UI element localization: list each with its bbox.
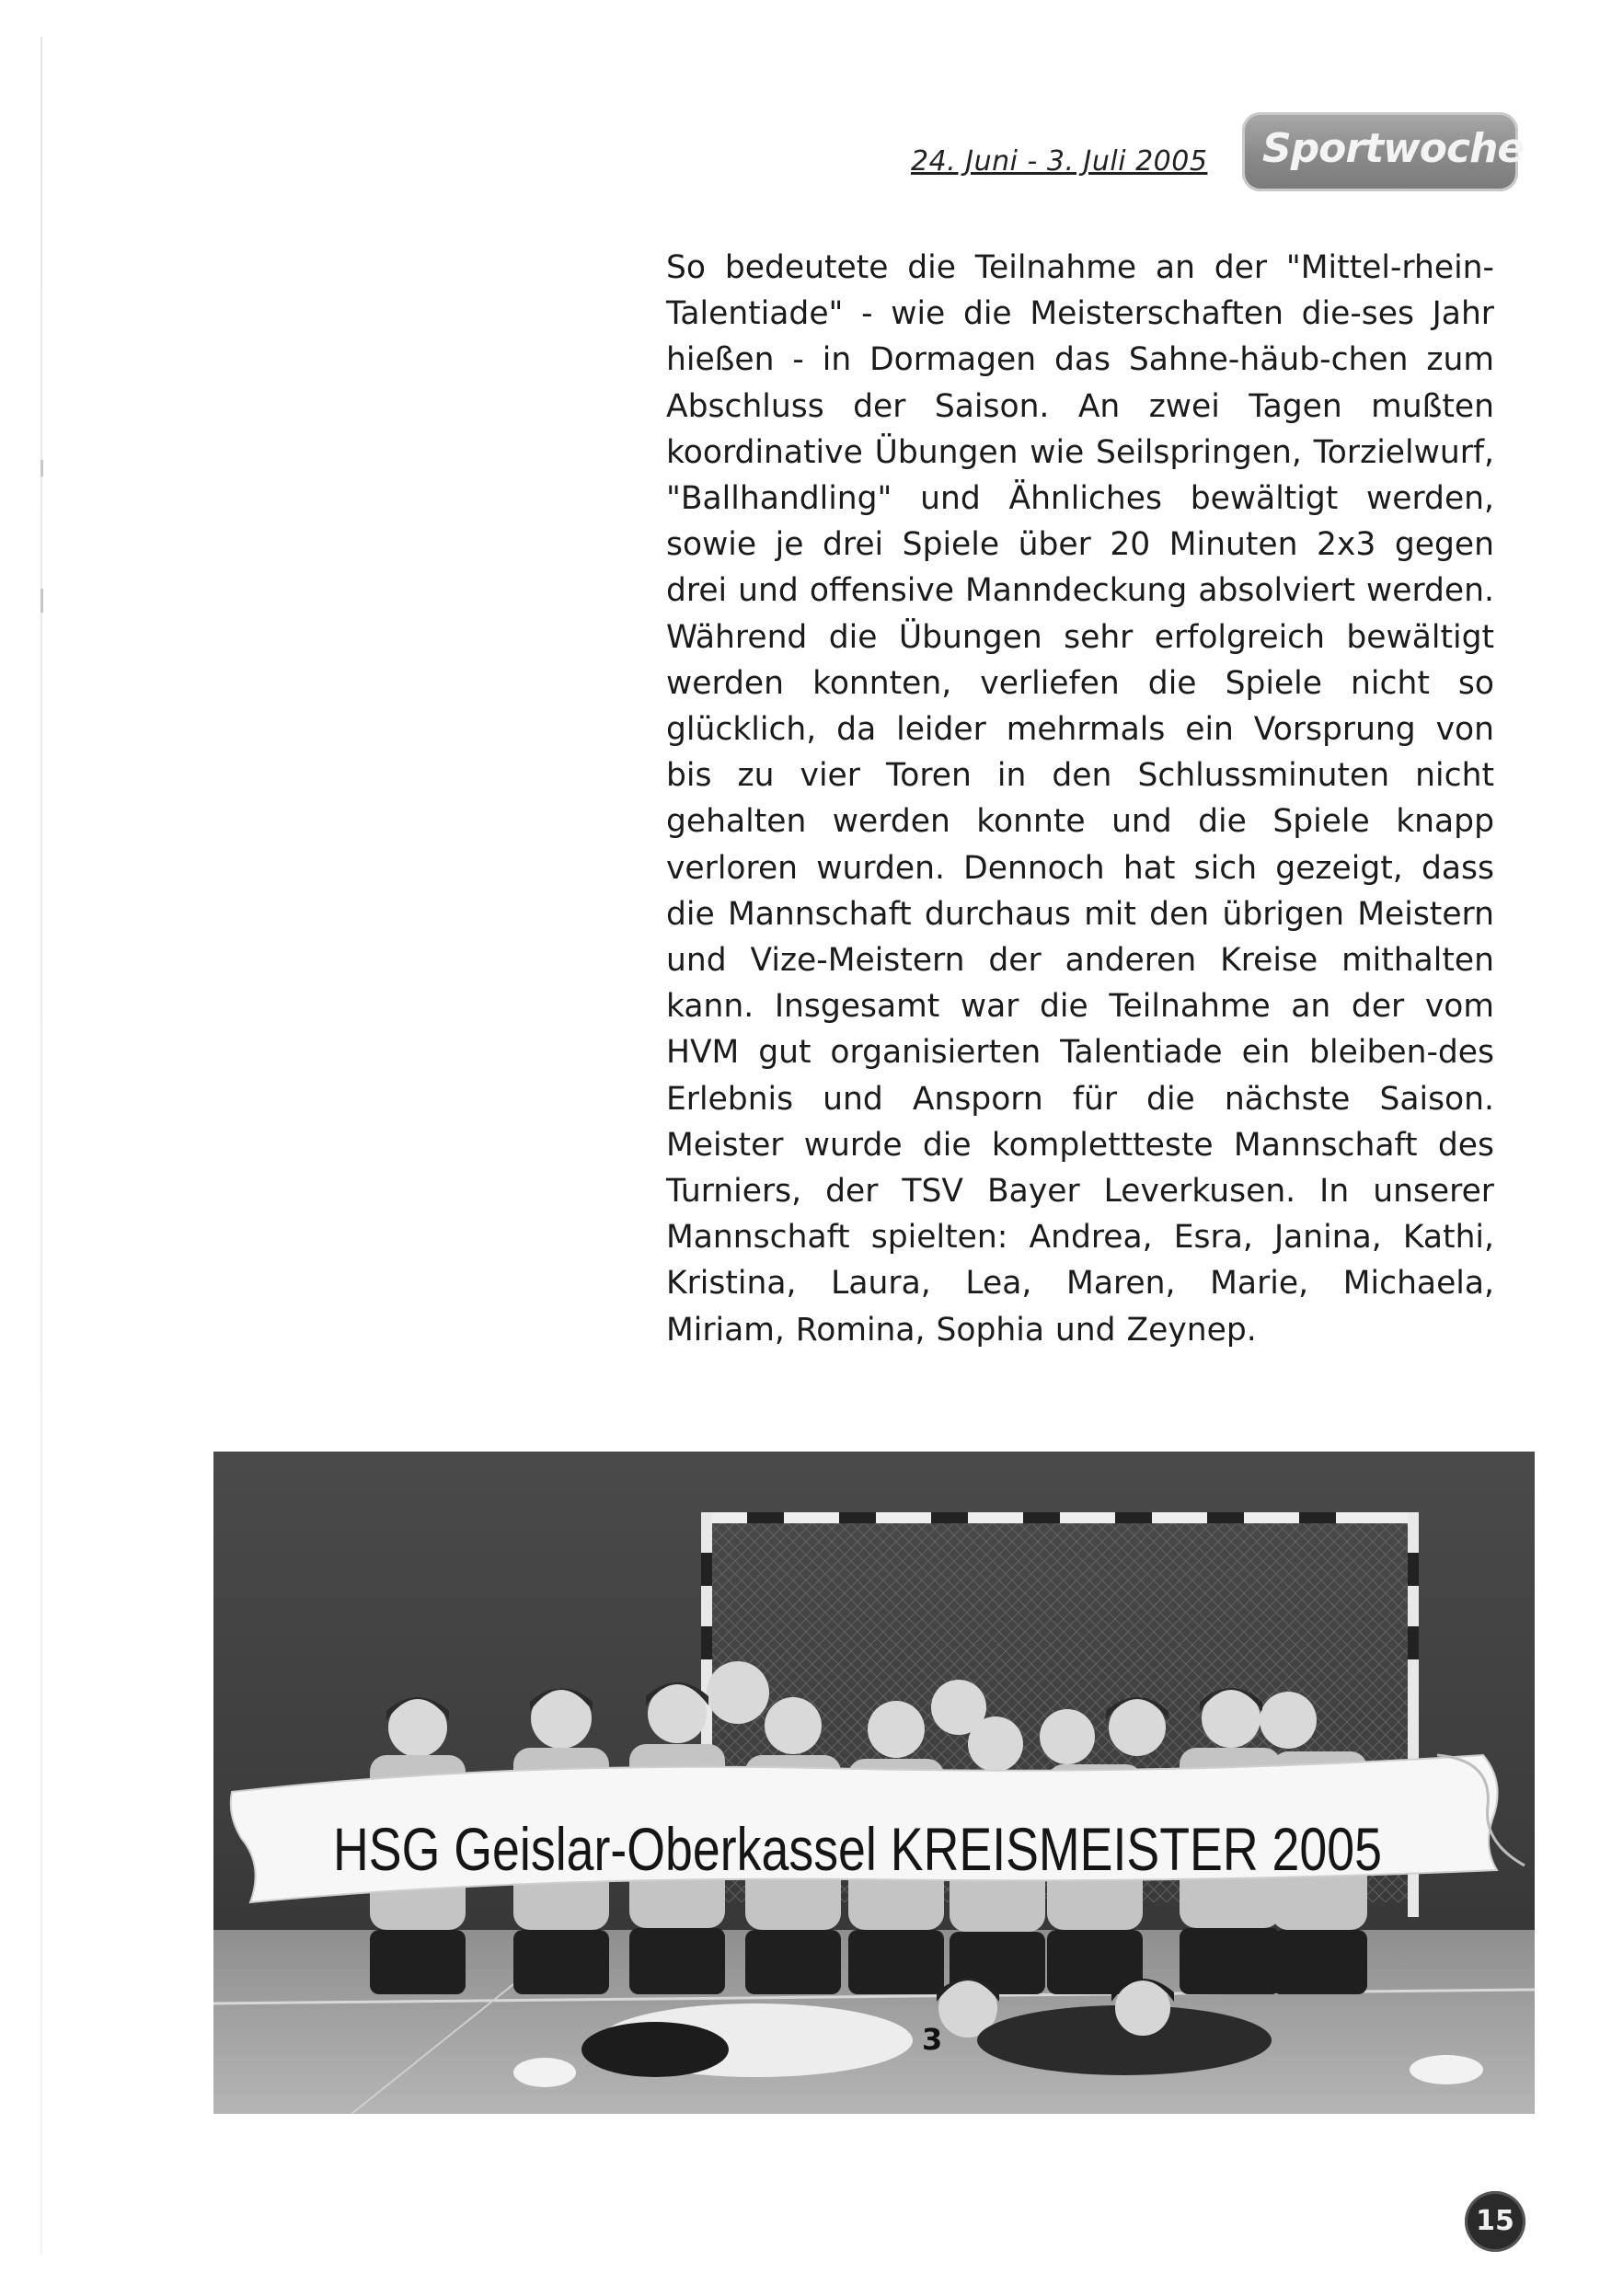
page-number: 15 [1465, 2191, 1525, 2252]
section-badge-label: Sportwoche [1262, 125, 1525, 172]
team-photo-illustration [213, 1452, 1535, 2114]
margin-mark [40, 589, 43, 613]
margin-mark [40, 460, 43, 476]
page-edge [40, 37, 42, 2254]
jersey-number: 3 [922, 2022, 943, 2057]
section-badge [1242, 112, 1525, 191]
team-photo [213, 1452, 1535, 2114]
article-body [666, 245, 1494, 1353]
header-date-range: 24. Juni - 3. Juli 2005 [911, 145, 1208, 178]
article-paragraph: So bedeutete die Teilnahme an der "Mittel-rhein-Talentiade" - wie die Meisterschaften die-ses Jahr hießen - in Dormagen das Sahne-häub-chen zum Abschluss der Saison. An zwei Tagen mußten koordinative Übungen wie Seilspringen, Torzielwurf, "Ballhandling" und Ähnliches bewältigt werden, sowie je drei Spiele über 20 Minuten 2x3 gegen drei und offensive Manndeckung absolviert werden. Während die Übungen sehr erfolgreich bewältigt werden konnten, verliefen die Spiele nicht so glücklich, da leider mehrmals ein Vorsprung von bis zu vier Toren in den Schlussminuten nicht gehalten werden konnte und die Spiele knapp verloren wurden. Dennoch hat sich gezeigt, dass die Mannschaft durchaus mit den übrigen Meistern und Vize-Meistern der anderen Kreise mithalten kann. Insgesamt war die Teilnahme an der vom HVM gut organisierten Talentiade ein bleiben-des Erlebnis und Ansporn für die nächste Saison. Meister wurde die komplettteste Mannschaft des Turniers, der TSV Bayer Leverkusen. In unserer Mannschaft spielten: Andrea, Esra, Janina, Kathi, Kristina, Laura, Lea, Maren, Marie, Michaela, Miriam, Romina, Sophia und Zeynep. [666, 249, 1494, 1349]
banner-text: HSG Geislar-Oberkassel KREISMEISTER 2005 [333, 1815, 1382, 1883]
championship-banner [231, 1755, 1525, 1902]
